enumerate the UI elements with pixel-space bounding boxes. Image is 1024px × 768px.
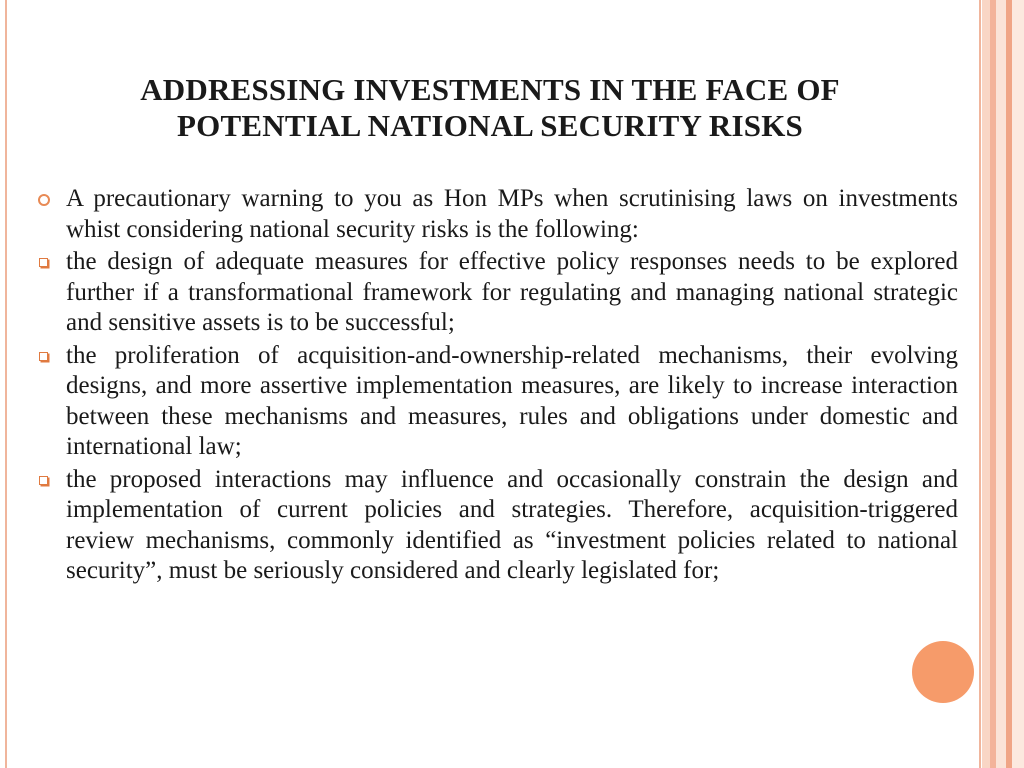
bullet-list — [36, 184, 958, 589]
list-item — [36, 465, 958, 587]
title-line-1: ADDRESSING INVESTMENTS IN THE FACE OF — [140, 72, 840, 107]
square-bullet-icon — [39, 258, 48, 267]
slide-title — [40, 72, 940, 144]
circle-bullet-icon — [38, 194, 50, 206]
stripe — [996, 0, 1006, 768]
list-item-text: A precautionary warning to you as Hon MPs when scrutinising laws on investments whist considering national security risks is the following: — [66, 185, 958, 243]
square-bullet-icon — [39, 476, 48, 485]
list-item-text: the proposed interactions may influence and occasionally constrain the design and implementation of current policies and strategies. Therefore, acquisition-triggered review mechanisms, commonly identified as “investment policies related to national security”, must be seriously considered and clearly legislated for; — [66, 465, 958, 584]
list-item — [36, 341, 958, 463]
title-line-2: POTENTIAL NATIONAL SECURITY RISKS — [177, 108, 803, 143]
stripe — [982, 0, 990, 768]
stripe — [1012, 0, 1024, 768]
decorative-circle — [912, 641, 974, 703]
square-bullet-icon — [39, 352, 48, 361]
list-item-text: the proliferation of acquisition-and-ownership-related mechanisms, their evolving designs, and more assertive implementation measures, are likely to increase interaction between these mechanisms and measures, rules and obligations under domestic and international law; — [66, 341, 958, 460]
list-item — [36, 247, 958, 339]
decorative-stripes — [982, 0, 1024, 768]
list-item-text: the design of adequate measures for effective policy responses needs to be explored further if a transformational framework for regulating and managing national strategic and sensitive assets is to be successful; — [66, 248, 958, 336]
list-item — [36, 184, 958, 245]
